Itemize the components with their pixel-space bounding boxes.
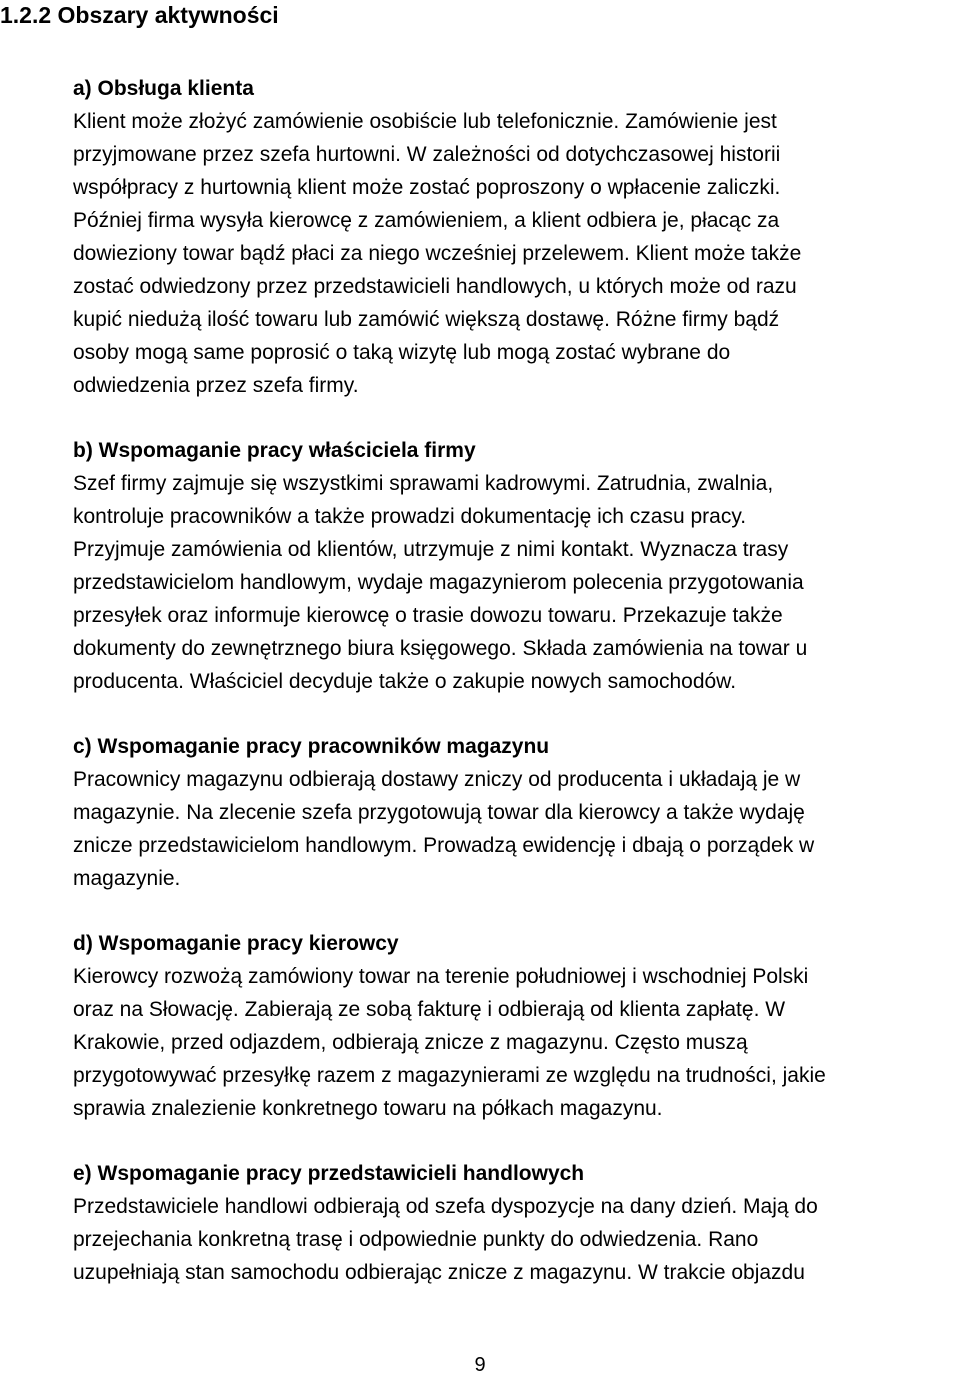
section-title: e) Wspomaganie pracy przedstawicieli handlowych [73,1162,585,1185]
text-line: współpracy z hurtownią klient może zostać poproszony o wpłacenie zaliczki. [73,176,781,199]
section [73,927,953,1125]
text-line: Kierowcy rozwożą zamówiony towar na terenie południowej i wschodniej Polski [73,965,809,988]
text-line: przyjmowane przez szefa hurtowni. W zależności od dotychczasowej historii [73,143,781,166]
text-line: Pracownicy magazynu odbierają dostawy zniczy od producenta i układają je w [73,768,801,791]
text-line: przejechania konkretną trasę i odpowiednie punkty do odwiedzenia. Rano [73,1228,759,1251]
text-line: producenta. Właściciel decyduje także o zakupie nowych samochodów. [73,670,737,693]
text-line: Klient może złożyć zamówienie osobiście lub telefonicznie. Zamówienie jest [73,110,777,133]
section-paragraph [73,467,953,698]
page-title: 1.2.2 Obszary aktywności [0,2,279,28]
section-paragraph [73,763,953,895]
text-line: znicze przedstawicielom handlowym. Prowadzą ewidencję i dbają o porządek w [73,834,815,857]
text-line: Później firma wysyła kierowcę z zamówieniem, a klient odbiera je, płacąc za [73,209,780,232]
text-line: osoby mogą same poprosić o taką wizytę lub mogą zostać wybrane do [73,341,731,364]
section-title: d) Wspomaganie pracy kierowcy [73,932,399,955]
text-line: sprawia znalezienie konkretnego towaru na półkach magazynu. [73,1097,663,1120]
text-line: odwiedzenia przez szefa firmy. [73,374,359,397]
section [73,434,953,698]
text-line: zostać odwiedzony przez przedstawicieli handlowych, u których może od razu [73,275,797,298]
section [73,1157,953,1289]
section-paragraph [73,1190,953,1289]
text-line: magazynie. Na zlecenie szefa przygotowują towar dla kierowcy a także wydaję [73,801,805,824]
text-line: przygotowywać przesyłkę razem z magazynierami ze względu na trudności, jakie [73,1064,826,1087]
text-line: Szef firmy zajmuje się wszystkimi sprawami kadrowymi. Zatrudnia, zwalnia, [73,472,774,495]
section-paragraph [73,105,953,402]
page-number: 9 [474,1354,486,1376]
section-title: a) Obsługa klienta [73,77,254,100]
document-body [73,72,953,1321]
text-line: magazynie. [73,867,181,890]
text-line: Przyjmuje zamówienia od klientów, utrzymuje z nimi kontakt. Wyznacza trasy [73,538,789,561]
text-line: kupić niedużą ilość towaru lub zamówić większą dostawę. Różne firmy bądź [73,308,780,331]
section-title: c) Wspomaganie pracy pracowników magazynu [73,735,550,758]
text-line: Przedstawiciele handlowi odbierają od szefa dyspozycje na dany dzień. Mają do [73,1195,818,1218]
text-line: oraz na Słowację. Zabierają ze sobą fakturę i odbierają od klienta zapłatę. W [73,998,786,1021]
text-line: przedstawicielom handlowym, wydaje magazynierom polecenia przygotowania [73,571,804,594]
text-line: dokumenty do zewnętrznego biura księgowego. Składa zamówienia na towar u [73,637,808,660]
section [73,730,953,895]
text-line: kontroluje pracowników a także prowadzi dokumentację ich czasu pracy. [73,505,747,528]
text-line: dowieziony towar bądź płaci za niego wcześniej przelewem. Klient może także [73,242,802,265]
section-paragraph [73,960,953,1125]
text-line: uzupełniają stan samochodu odbierając znicze z magazynu. W trakcie objazdu [73,1261,805,1284]
section-title: b) Wspomaganie pracy właściciela firmy [73,439,476,462]
text-line: Krakowie, przed odjazdem, odbierają znicze z magazynu. Często muszą [73,1031,748,1054]
text-line: przesyłek oraz informuje kierowcę o trasie dowozu towaru. Przekazuje także [73,604,783,627]
section [73,72,953,402]
